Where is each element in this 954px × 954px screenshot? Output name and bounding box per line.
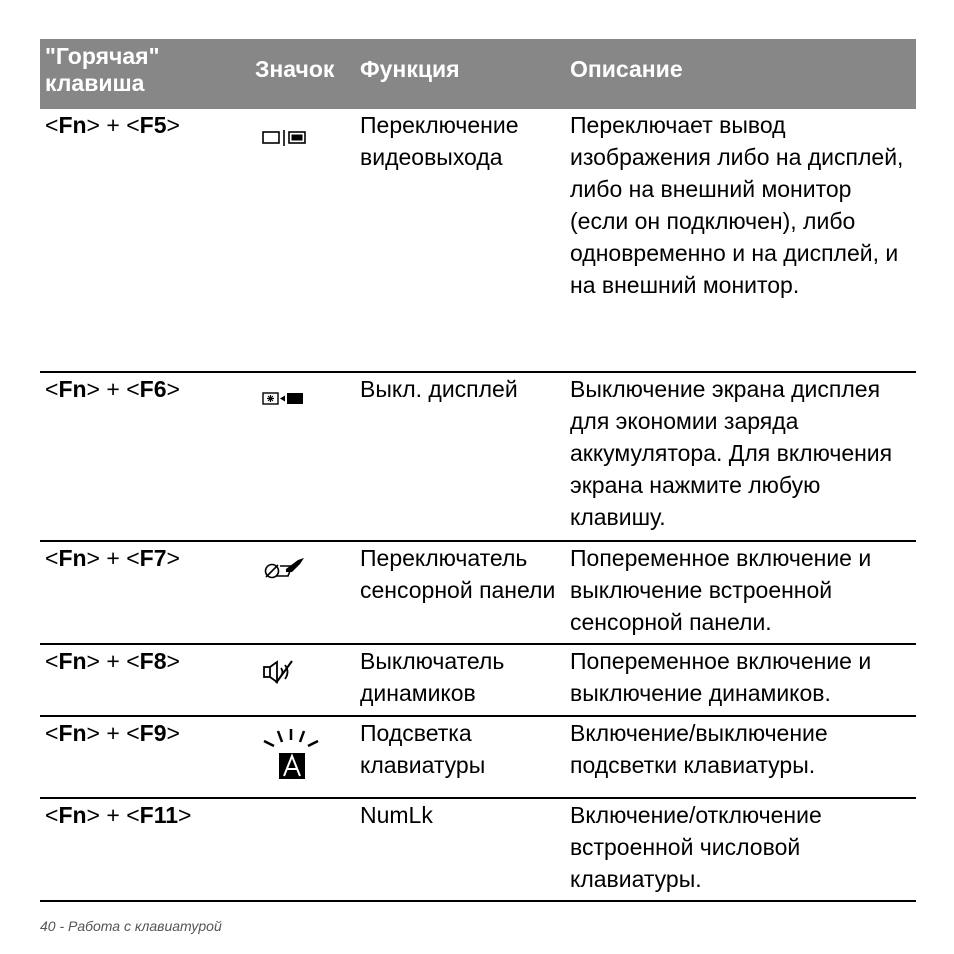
description-cell: Переключает вывод изображения либо на дисплей, либо на внешний монитор (если он подключен), либо одновременно и на дисплей, и на внешний монитор.: [570, 112, 904, 298]
header-function: Функция: [360, 56, 460, 82]
hotkey-cell: <Fn> + <F11>: [45, 802, 192, 828]
header-description: Описание: [570, 56, 683, 82]
display-off-icon: [262, 391, 322, 407]
table-row: [40, 542, 916, 645]
hotkey-cell: <Fn> + <F7>: [45, 545, 180, 571]
hotkey-cell: <Fn> + <F6>: [45, 376, 180, 402]
description-cell: Попеременное включение и выключение встроенной сенсорной панели.: [570, 545, 872, 635]
hotkey-cell: <Fn> + <F5>: [45, 112, 180, 138]
function-cell: Выкл. дисплей: [360, 376, 518, 402]
hotkey-cell: <Fn> + <F9>: [45, 720, 180, 746]
hotkey-cell: <Fn> + <F8>: [45, 648, 180, 674]
page-footer: 40 - Работа с клавиатурой: [40, 918, 222, 934]
header-icon: Значок: [255, 56, 335, 82]
function-cell: Выключатель динамиков: [360, 648, 505, 706]
keyboard-backlight-icon: [260, 727, 320, 783]
description-cell: Попеременное включение и выключение динамиков.: [570, 648, 872, 706]
table-row: [40, 717, 916, 799]
display-switch-icon: [262, 129, 322, 147]
hotkey-table: [40, 39, 916, 902]
description-cell: Включение/отключение встроенной числовой клавиатуры.: [570, 802, 822, 892]
header-hotkey: "Горячая" клавиша: [45, 43, 160, 96]
speaker-mute-icon: [262, 659, 322, 685]
function-cell: Переключение видеовыхода: [360, 112, 519, 170]
description-cell: Включение/выключение подсветки клавиатуры.: [570, 720, 828, 778]
table-row: [40, 799, 916, 902]
table-row: [40, 373, 916, 542]
table-row: [40, 645, 916, 717]
function-cell: Подсветка клавиатуры: [360, 720, 486, 778]
table-header: [40, 39, 916, 109]
table-row: [40, 109, 916, 373]
function-cell: Переключатель сенсорной панели: [360, 545, 556, 603]
description-cell: Выключение экрана дисплея для экономии заряда аккумулятора. Для включения экрана нажмите любую клавишу.: [570, 376, 893, 530]
touchpad-toggle-icon: [262, 556, 322, 580]
function-cell: NumLk: [360, 802, 433, 828]
